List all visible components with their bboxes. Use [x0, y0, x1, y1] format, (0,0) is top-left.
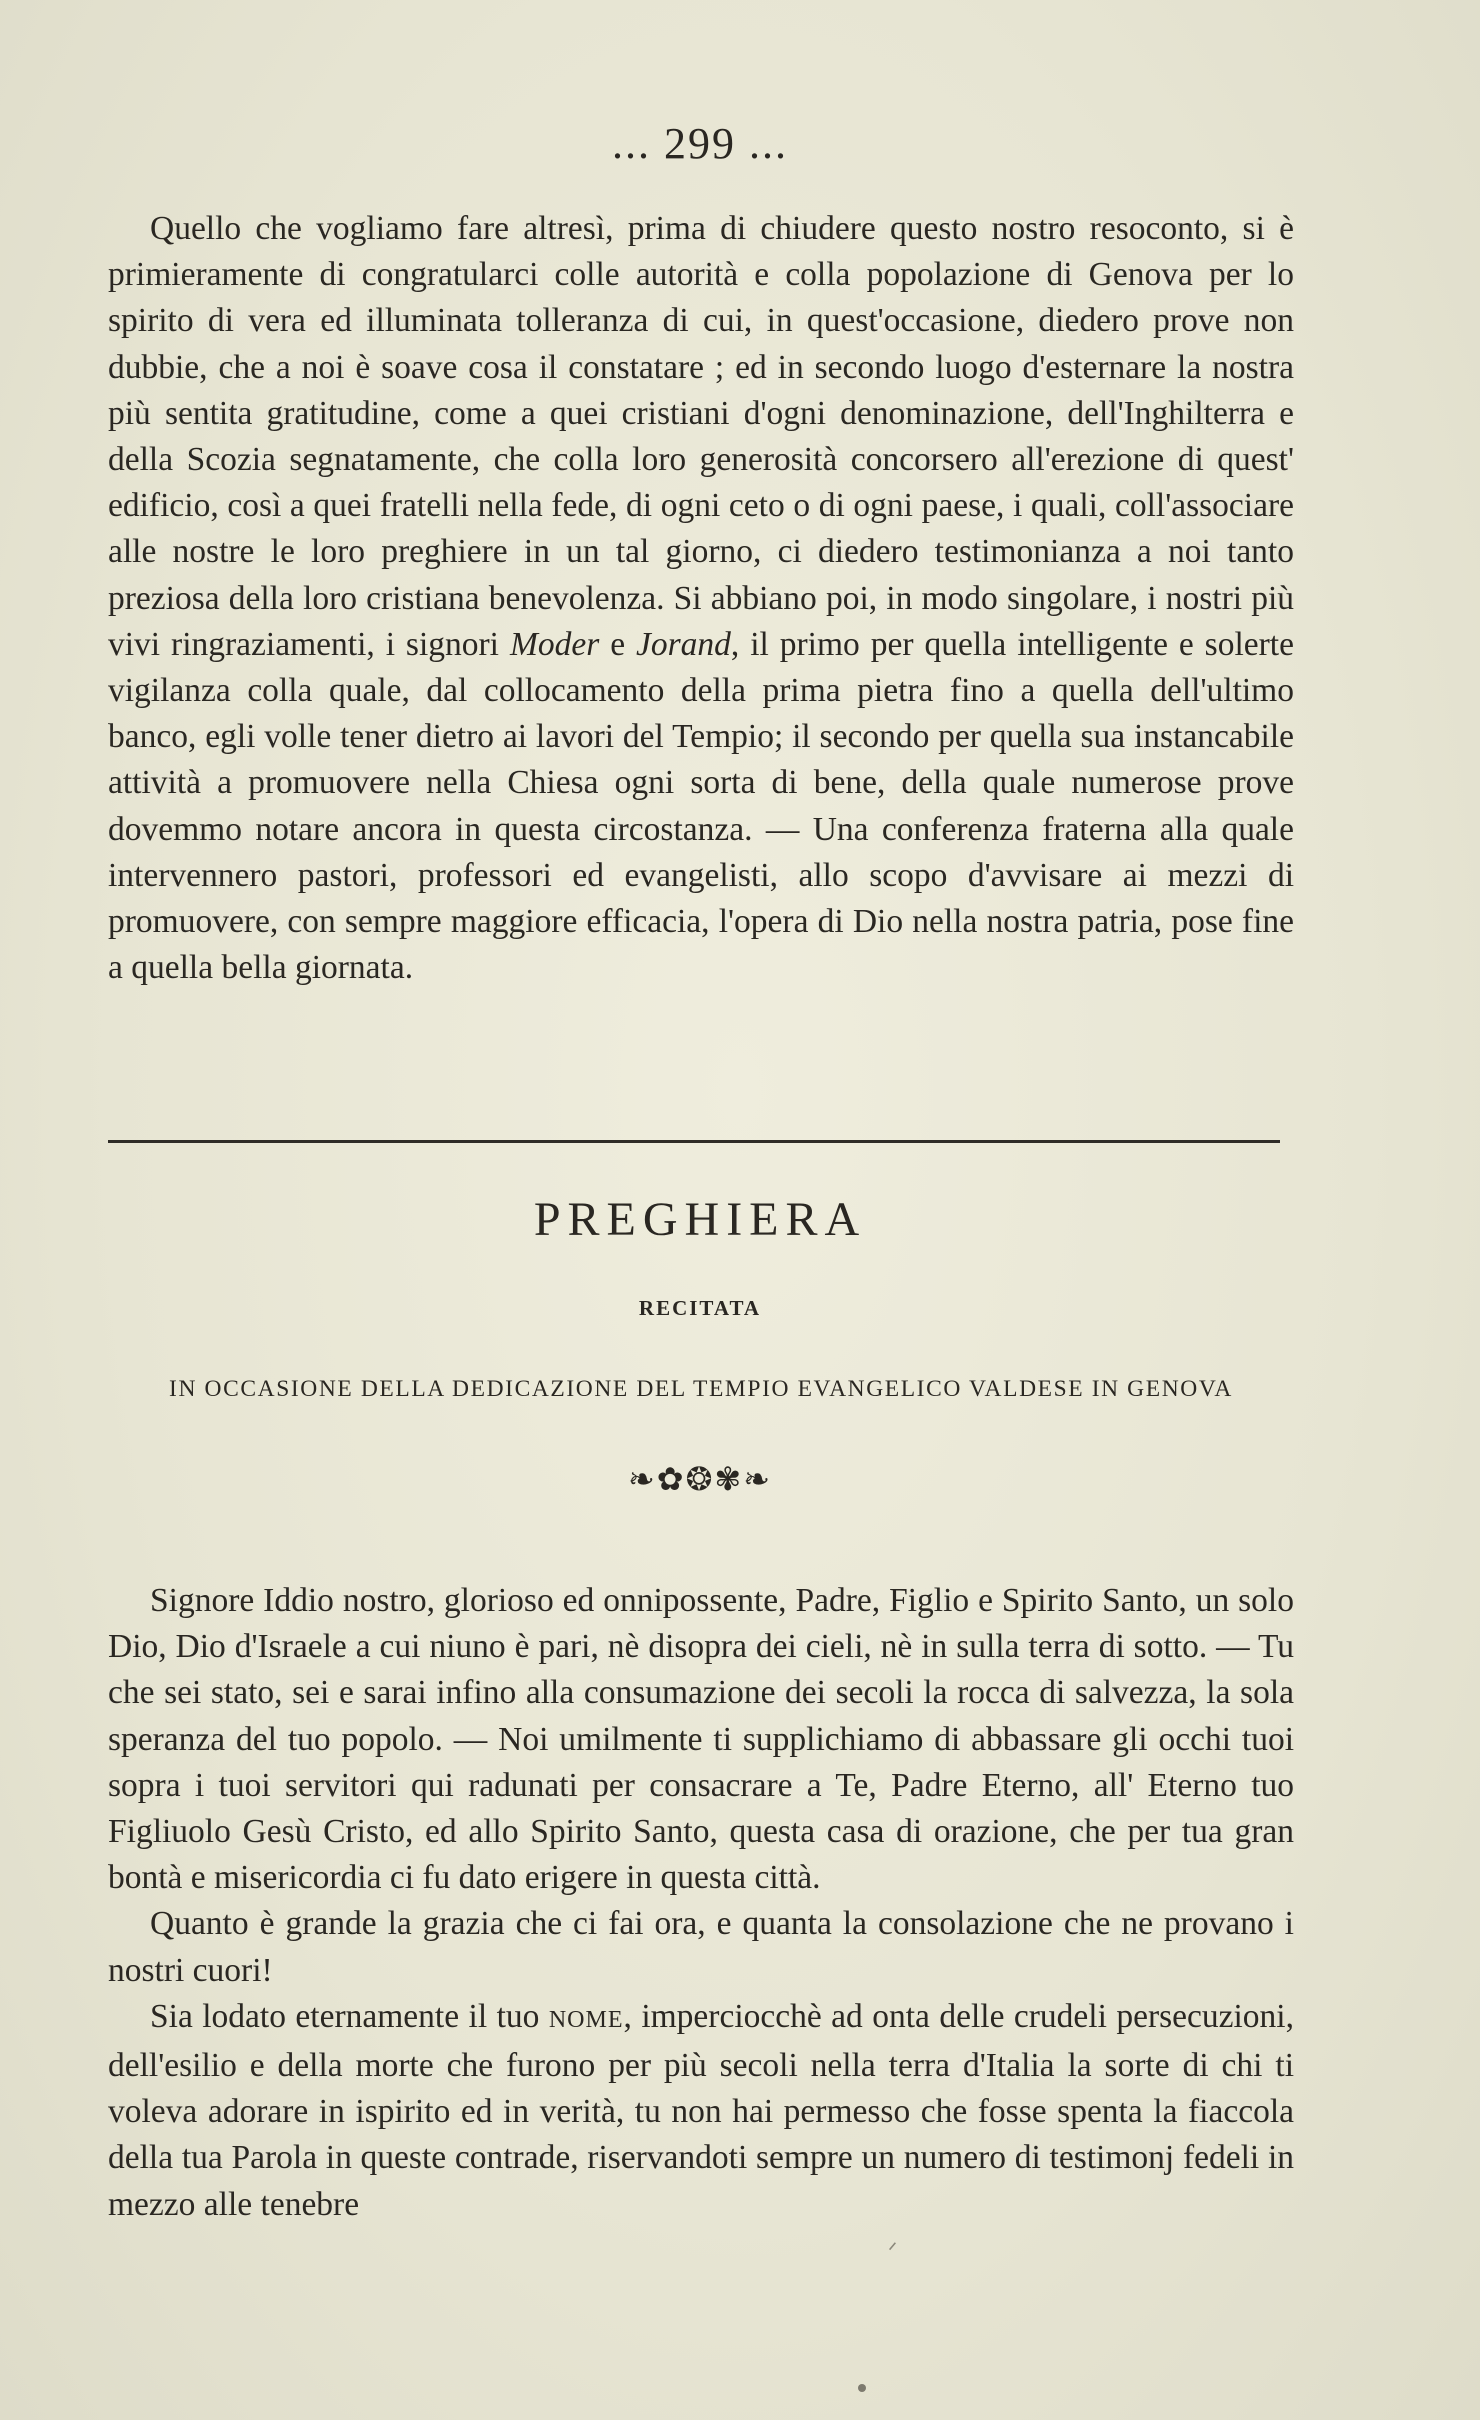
name-jorand: Jorand	[636, 625, 731, 663]
prayer-paragraph-2: Quanto è grande la grazia che ci fai ora, e quanta la consolazione che ne provano i nostri cuori!	[108, 1905, 1294, 1989]
footer-mark: ᐟ	[888, 2238, 898, 2263]
name-joiner: e	[599, 625, 636, 663]
intro-paragraph	[108, 206, 1294, 991]
prayer-paragraph-1: Signore Iddio nostro, glorioso ed onnipossente, Padre, Figlio e Spirito Santo, un solo Dio, Dio d'Israele a cui niuno è pari, nè disopra dei cieli, nè in sulla terra di sotto. — Tu che sei stato, sei e sarai infino alla consumazione dei secoli la rocca di salvezza, la sola speranza del tuo popolo. — Noi umilmente ti supplichiamo di abbassare gli occhi tuoi sopra i tuoi servitori qui radunati per consacrare a Te, Padre Eterno, all' Eterno tuo Figliuolo Gesù Cristo, ed allo Spirito Santo, questa casa di orazione, che per tua gran bontà e misericordia ci fu dato erigere in questa città.	[108, 1582, 1294, 1897]
ornament-icon: ❧✿❂✾❧	[627, 1461, 773, 1497]
intro-text-end: , il primo per quella intelligente e solerte vigilanza colla quale, dal collocamento della prima pietra fino a quella dell'ultimo banco, egli volle tener dietro ai lavori del Tempio; il secondo per quella sua instancabile attività a promuovere nella Chiesa ogni sorta di bene, della quale numerose prove dovemmo notare ancora in questa circostanza. — Una conferenza fraterna alla quale intervennero pastori, professori ed evangelisti, allo scopo d'avvisare ai mezzi di promuovere, con sempre maggiore efficacia, l'opera di Dio nella nostra patria, pose fine a quella bella giornata.	[108, 625, 1294, 987]
smallcaps-nome: NOME	[548, 2006, 624, 2033]
intro-text-start: Quello che vogliamo fare altresì, prima di chiudere questo nostro resoconto, si è primieramente di congratularci colle autorità e colla popolazione di Genova per lo spirito di vera ed illuminata tolleranza di cui, in quest'occasione, diedero prove non dubbie, che a noi è soave cosa il constatare ; ed in secondo luogo d'esternare la nostra più sentita gratitudine, come a quei cristiani d'ogni denominazione, dell'Inghilterra e della Scozia segnatamente, che colla loro generosità concorsero all'erezione di quest' edificio, così a quei fratelli nella fede, di ogni ceto o di ogni paese, i quali, coll'associare alle nostre le loro preghiere in un tal giorno, ci diedero testimonianza a noi tanto preziosa della loro cristiana benevolenza. Si abbiano poi, in modo singolare, i nostri più vivi ringraziamenti, i signori	[108, 210, 1294, 663]
prayer-p3-end: , imperciocchè ad onta delle crudeli persecuzioni, dell'esilio e della morte che furono per più secoli nella terra d'Italia la sorte di chi ti voleva adorare in ispirito ed in verità, tu non hai permesso che fosse spenta la fiaccola della tua Parola in queste contrade, riservandoti sempre un numero di testimonj fedeli in mezzo alle tenebre	[108, 1997, 1294, 2223]
intro-section	[108, 206, 1294, 991]
prayer-body	[108, 1578, 1294, 2228]
prayer-title: PREGHIERA	[533, 1193, 867, 1246]
prayer-p3-start: Sia lodato eternamente il tuo	[150, 1997, 549, 2035]
page-speck	[858, 2384, 866, 2392]
prayer-subtitle: RECITATA	[638, 1296, 762, 1320]
prayer-occasion: IN OCCASIONE DELLA DEDICAZIONE DEL TEMPIO EVANGELICO VALDESE IN GENOVA	[169, 1376, 1233, 1402]
page-number: ... 299 ...	[612, 119, 788, 168]
prayer-paragraph-3	[108, 1994, 1294, 2228]
section-divider	[108, 1140, 1280, 1143]
name-moder: Moder	[509, 625, 600, 663]
